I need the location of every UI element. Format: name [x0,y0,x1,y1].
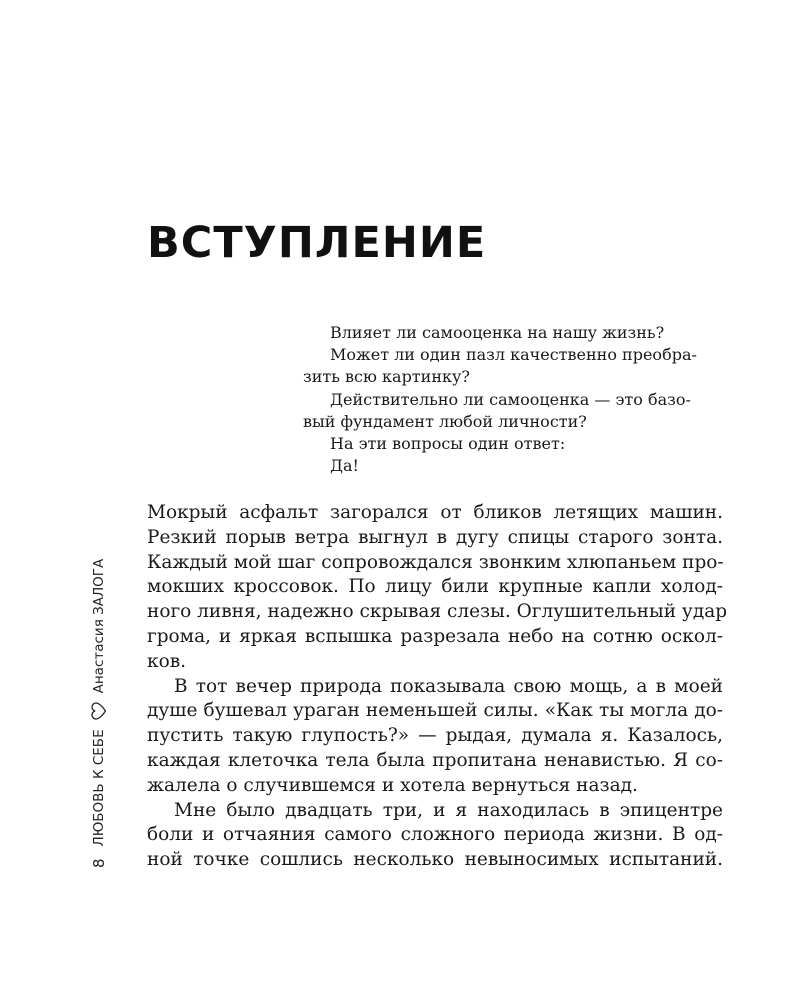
epigraph-line: вый фундамент любой личности? [303,411,587,431]
author-name: Анастасия ЗАЛОГА [91,558,107,694]
body-line: Мокрый асфальт загорался от бликов летящих машин. [147,502,723,523]
running-header [88,548,110,868]
epigraph-line: Да! [330,456,359,476]
book-title: ЛЮБОВЬ К СЕБЕ [91,729,107,847]
page-number: 8 [90,858,108,868]
body-line: пустить такую глупость?» — рыдая, думала я. Казалось, [147,725,723,747]
heart-icon [91,702,107,720]
body-line: жалела о случившемся и хотела вернуться назад. [147,774,638,796]
body-line: мокших кроссовок. По лицу били крупные капли холод- [147,576,723,598]
epigraph-line: Действительно ли самооценка — это базо- [330,389,691,409]
body-line: Каждый мой шаг сопровождался звонким хлюпаньем про- [147,551,724,573]
body-line: Резкий порыв ветра выгнул в дугу спицы старого зонта. [147,526,723,548]
body-line: Мне было двадцать три, и я находилась в эпицентре [174,799,723,821]
body-text [147,501,728,873]
chapter-title: ВСТУПЛЕНИЕ [147,218,487,268]
body-line: ков. [147,650,186,672]
body-line: ной точке сошлись несколько невыносимых испытаний. [147,849,723,871]
epigraph-line: На эти вопросы один ответ: [330,434,566,454]
body-line: каждая клеточка тела была пропитана ненавистью. Я со- [147,749,723,771]
body-line: В тот вечер природа показывала свою мощь, а в моей [174,675,723,697]
body-line: ного ливня, надежно скрывая слезы. Оглушительный удар [147,601,728,623]
body-line: боли и отчаяния самого сложного периода жизни. В од- [147,824,723,846]
body-line: душе бушевал ураган неменьшей силы. «Как ты могла до- [147,700,723,722]
epigraph [303,322,723,477]
epigraph-line: зить всю картинку? [303,367,470,387]
epigraph-line: Может ли один пазл качественно преобра- [330,345,697,365]
body-line: грома, и яркая вспышка разрезала небо на сотню оскол- [147,625,723,647]
epigraph-line: Влияет ли самооценка на нашу жизнь? [330,323,665,342]
